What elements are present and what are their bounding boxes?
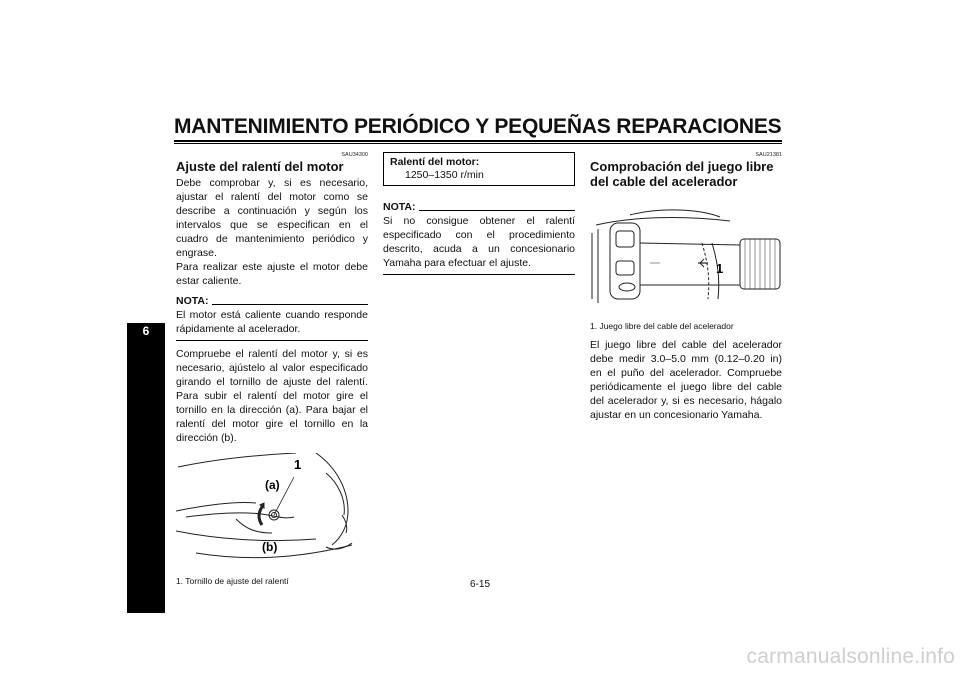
- note-label: NOTA:: [383, 201, 416, 213]
- column-throttle-cable: [590, 152, 782, 422]
- figure-caption: 1. Juego libre del cable del acelerador: [590, 321, 734, 331]
- chapter-tab: [127, 323, 165, 613]
- throttle-figure: [590, 203, 782, 332]
- note-text: El motor está caliente cuando responde rápidamente al acelerador.: [176, 308, 368, 341]
- spec-box: [383, 152, 575, 186]
- paragraph: Compruebe el ralentí del motor y, si es necesario, ajústelo al valor especificado girando el tornillo de ajuste del ralentí. Para subir el ralentí del motor gire el tornillo en la dirección (a). Para bajar el ralentí del motor gire el tornillo en la dirección (b).: [176, 348, 368, 444]
- figure-callout: 1: [294, 457, 302, 472]
- note-rule: [419, 210, 575, 211]
- section-title: Ajuste del ralentí del motor: [176, 159, 344, 174]
- header-rule-thin: [174, 143, 782, 144]
- section-title: Comprobación del juego libre del cable del acelerador: [590, 159, 774, 189]
- paragraph: Debe comprobar y, si es necesario, ajustar el ralentí del motor como se describe a continuación y según los intervalos que se especifican en el cuadro de mantenimiento periódico y engrase.: [176, 177, 368, 259]
- spec-label: Ralentí del motor:: [390, 156, 480, 168]
- column-idle-adjust: [176, 152, 368, 587]
- throttle-illustration: [590, 203, 782, 307]
- figure-callout: 1: [716, 261, 724, 276]
- page-header-title: MANTENIMIENTO PERIÓDICO Y PEQUEÑAS REPARACIONES: [174, 115, 782, 138]
- figure-label-b: (b): [262, 540, 278, 554]
- note-rule: [212, 304, 368, 305]
- note-label: NOTA:: [176, 295, 209, 307]
- idle-screw-figure: [176, 453, 368, 587]
- paragraph: Para realizar este ajuste el motor debe estar caliente.: [176, 261, 368, 287]
- section-code: SAU34300: [341, 152, 368, 158]
- idle-screw-illustration: [176, 453, 368, 568]
- note-text: Si no consigue obtener el ralentí especificado con el procedimiento descrito, acuda a un concesionario Yamaha para efectuar el ajuste.: [383, 214, 575, 275]
- figure-caption: 1. Tornillo de ajuste del ralentí: [176, 576, 289, 586]
- watermark: carmanualsonline.info: [746, 645, 955, 668]
- section-code: SAU21381: [755, 152, 782, 158]
- note-header: [176, 294, 368, 308]
- figure-label-a: (a): [265, 478, 280, 492]
- note-header: [383, 200, 575, 214]
- paragraph: El juego libre del cable del acelerador debe medir 3.0–5.0 mm (0.12–0.20 in) en el puño del acelerador. Compruebe periódicamente el juego libre del cable del acelerador y, si es necesario, hágalo ajustar en un concesionario Yamaha.: [590, 339, 782, 421]
- column-spec: [383, 152, 575, 281]
- page-number: 6-15: [469, 579, 490, 590]
- header-rule: [174, 140, 782, 142]
- spec-value: 1250–1350 r/min: [405, 169, 484, 181]
- chapter-number: 6: [142, 324, 150, 338]
